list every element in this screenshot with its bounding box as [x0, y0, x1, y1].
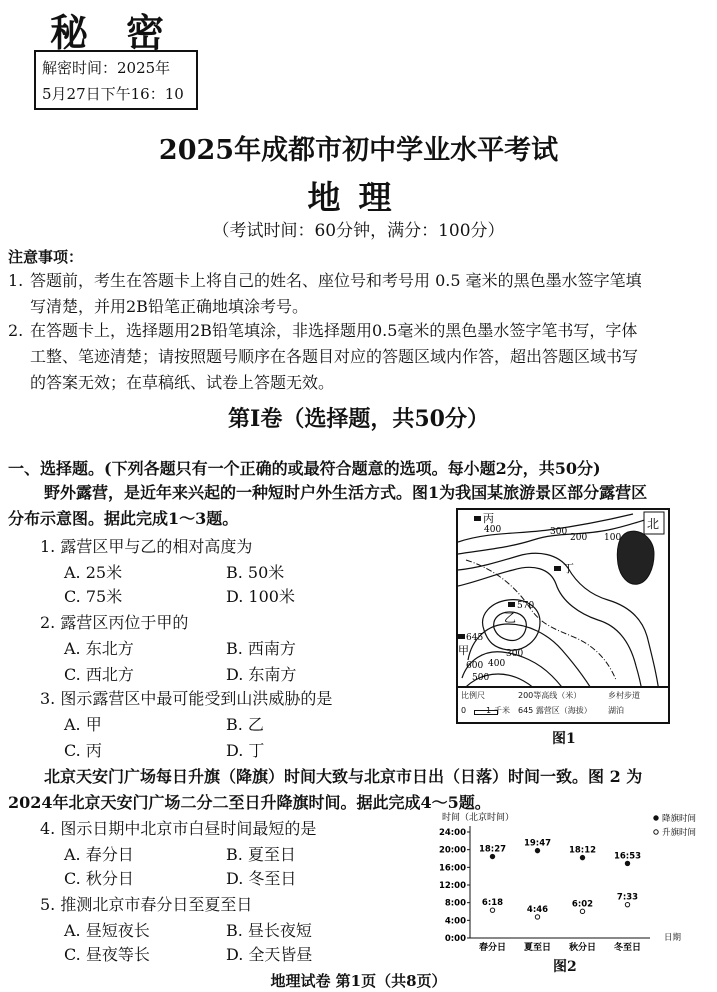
- legend-camp: 645 露营区（海拔）: [518, 706, 592, 715]
- x-axis-title: 日期: [664, 933, 682, 943]
- q4-option-b: B. 夏至日: [226, 845, 296, 864]
- question-2-stem: 2. 露营区丙位于甲的: [40, 613, 189, 632]
- legend-scale-zero: 0: [461, 706, 467, 715]
- declassify-line1: 解密时间：2025年: [42, 59, 171, 77]
- camp-label-bing: 丙: [483, 512, 494, 525]
- q2-option-b: B. 西南方: [226, 639, 296, 658]
- y-tick-label: 16:00: [438, 863, 466, 874]
- exam-time-info: （考试时间：60分钟，满分：100分）: [212, 221, 505, 241]
- legend-marker: [654, 816, 658, 820]
- q2-option-d: D. 东南方: [226, 665, 297, 684]
- exam-subject: 地理: [307, 178, 410, 217]
- question-5-stem: 5. 推测北京市春分日至夏至日: [40, 895, 253, 914]
- section-heading: 一、选择题。(下列各题只有一个正确的或最符合题意的选项。每小题2分，共50分): [8, 459, 601, 478]
- q1-option-b: B. 50米: [226, 563, 285, 582]
- contour-label: 400: [484, 525, 502, 535]
- q2-option-a: A. 东北方: [64, 639, 134, 658]
- legend-marker: [654, 830, 658, 834]
- page-footer: 地理试卷 第1页（共8页）: [270, 972, 447, 990]
- note-text: 在答题卡上，选择题用2B铅笔填涂，非选择题用0.5毫米的黑色墨水签字笔书写，字体: [30, 321, 638, 340]
- q2-option-c: C. 西北方: [64, 665, 134, 684]
- data-label: 16:53: [613, 851, 642, 862]
- raising-point: [535, 915, 539, 919]
- figure-2-caption: 图2: [553, 959, 577, 975]
- secret-mark: 秘密: [50, 10, 203, 55]
- q3-option-b: B. 乙: [226, 715, 264, 734]
- declassify-box: [34, 50, 198, 110]
- raising-point: [490, 908, 494, 912]
- x-tick-label: 夏至日: [523, 943, 552, 953]
- raising-point: [625, 902, 629, 906]
- q5-option-c: C. 昼夜等长: [64, 945, 150, 964]
- note-item-1: [8, 268, 688, 320]
- q4-option-d: D. 冬至日: [226, 869, 297, 888]
- q5-option-d: D. 全天皆昼: [226, 945, 313, 964]
- intro-paragraph-1-cont: 分布示意图。据此完成1～3题。: [8, 509, 239, 528]
- q3-option-d: D. 丁: [226, 741, 265, 760]
- q4-option-c: C. 秋分日: [64, 869, 134, 888]
- note-text: 的答案无效；在草稿纸、试卷上答题无效。: [30, 373, 335, 392]
- contour-label: 600: [466, 661, 484, 671]
- contour-label: 200: [570, 533, 588, 543]
- notes-heading: 注意事项：: [8, 248, 84, 266]
- figure-1-legend: [456, 686, 670, 724]
- contour-label: 300: [506, 649, 524, 659]
- intro-paragraph-2: 北京天安门广场每日升旗（降旗）时间大致与北京市日出（日落）时间一致。图 2 为: [44, 767, 643, 786]
- y-tick-label: 0:00: [444, 934, 466, 944]
- lowering-point: [490, 854, 494, 858]
- data-label: 6:18: [481, 898, 504, 909]
- legend-scale-unit: 千米: [494, 706, 510, 715]
- question-4-stem: 4. 图示日期中北京市白昼时间最短的是: [40, 819, 317, 838]
- x-tick-label: 秋分日: [568, 943, 597, 953]
- data-label: 6:02: [571, 899, 594, 910]
- q1-option-a: A. 25米: [64, 563, 123, 582]
- figure-1-caption: 图1: [552, 731, 576, 747]
- camp-marker-icon: [458, 634, 465, 639]
- q5-option-a: A. 昼短夜长: [64, 921, 150, 940]
- lowering-point: [580, 855, 584, 859]
- legend-label: 降旗时间: [662, 814, 697, 824]
- note-item-2: [8, 318, 688, 396]
- q5-option-b: B. 昼长夜短: [226, 921, 312, 940]
- legend-label: 升旗时间: [662, 828, 697, 838]
- data-label: 18:12: [568, 845, 597, 856]
- exam-title: 2025年成都市初中学业水平考试: [158, 135, 559, 166]
- question-3-stem: 3. 图示露营区中最可能受到山洪威胁的是: [40, 689, 333, 708]
- q4-option-a: A. 春分日: [64, 845, 134, 864]
- x-tick-label: 春分日: [478, 943, 507, 953]
- note-number: 1.: [8, 271, 24, 290]
- contour-label: 500: [472, 673, 490, 683]
- data-label: 7:33: [616, 892, 639, 903]
- y-tick-label: 24:00: [438, 828, 466, 838]
- legend-lake: 湖泊: [608, 706, 624, 715]
- camp-marker-icon: [508, 602, 515, 607]
- camp-label-yi: 乙: [504, 611, 517, 625]
- legend-scale-one: 1: [486, 706, 492, 715]
- north-label: 北: [647, 517, 660, 531]
- raising-point: [580, 909, 584, 913]
- y-tick-label: 4:00: [444, 916, 466, 927]
- note-text: 答题前，考生在答题卡上将自己的姓名、座位号和考号用 0.5 毫米的黑色墨水签字笔填: [30, 271, 642, 290]
- camp-elev-645: 645: [466, 633, 484, 643]
- intro-paragraph-2-cont: 2024年北京天安门广场二分二至日升降旗时间。据此完成4～5题。: [8, 793, 491, 812]
- contour-label: 300: [550, 527, 568, 537]
- chart-y-title: 时间（北京时间）: [442, 813, 515, 823]
- part-title: 第Ⅰ卷（选择题，共50分）: [228, 406, 489, 432]
- q3-option-c: C. 丙: [64, 741, 102, 760]
- contour-label: 400: [488, 659, 506, 669]
- figure-2-chart: [430, 808, 710, 968]
- camp-label-jia: 甲: [458, 644, 469, 657]
- y-tick-label: 12:00: [438, 881, 466, 891]
- data-label: 18:27: [478, 844, 507, 855]
- q1-option-d: D. 100米: [226, 587, 295, 606]
- contour-label: 100: [604, 533, 622, 543]
- legend-scale-label: 比例尺: [461, 691, 485, 700]
- q1-option-c: C. 75米: [64, 587, 123, 606]
- data-label: 19:47: [523, 838, 552, 849]
- camp-elev-570: 570: [517, 601, 535, 611]
- declassify-line2: 5月27日下午16：10: [42, 85, 184, 103]
- q3-option-a: A. 甲: [64, 715, 102, 734]
- lowering-point: [535, 848, 539, 852]
- note-text: 工整、笔迹清楚；请按照题号顺序在各题目对应的答题区域内作答，超出答题区域书写: [30, 347, 639, 366]
- note-text: 写清楚，并用2B铅笔正确地填涂考号。: [30, 297, 308, 316]
- question-1-stem: 1. 露营区甲与乙的相对高度为: [40, 537, 253, 556]
- camp-marker-icon: [474, 516, 481, 521]
- data-label: 4:46: [526, 904, 549, 915]
- lake-shape: [617, 531, 654, 584]
- lowering-point: [625, 861, 629, 865]
- y-tick-label: 20:00: [438, 845, 466, 856]
- intro-paragraph-1: 野外露营，是近年来兴起的一种短时户外生活方式。图1为我国某旅游景区部分露营区: [44, 483, 648, 502]
- x-tick-label: 冬至日: [613, 943, 642, 953]
- legend-trail: 乡村步道: [608, 691, 640, 700]
- legend-contour: 200等高线（米）: [518, 691, 582, 700]
- note-number: 2.: [8, 321, 24, 340]
- camp-marker-icon: [554, 566, 561, 571]
- camp-label-ding: 丁: [563, 562, 574, 575]
- y-tick-label: 8:00: [444, 898, 466, 909]
